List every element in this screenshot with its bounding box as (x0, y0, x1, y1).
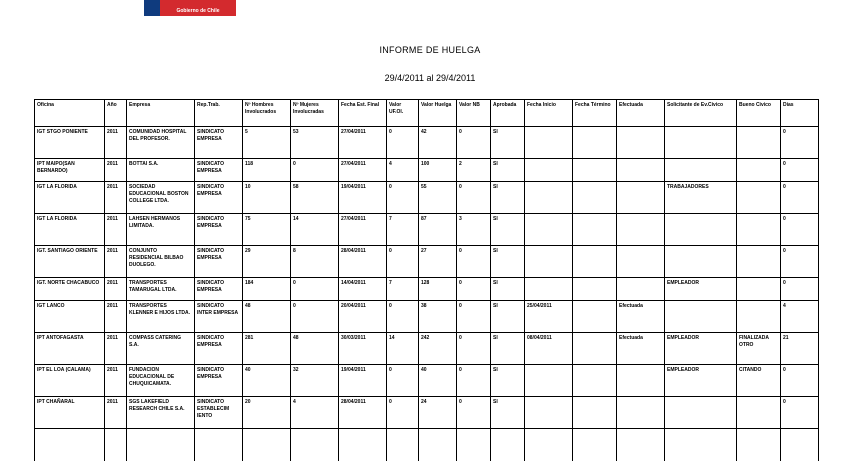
table-cell (291, 429, 339, 461)
table-cell: 4 (387, 159, 419, 182)
table-cell: 14 (387, 333, 419, 365)
table-cell: IGT. NORTE CHACABUCO (35, 278, 105, 301)
column-header: Solicitante de Ev.Civico (665, 100, 737, 127)
table-cell: 2011 (105, 246, 127, 278)
table-cell: SI (491, 159, 525, 182)
table-cell (665, 214, 737, 246)
table-cell: 0 (781, 397, 819, 429)
table-cell (737, 397, 781, 429)
table-cell (737, 278, 781, 301)
strike-report-table (34, 99, 819, 461)
column-header: Valor UF.Ol. (387, 100, 419, 127)
table-cell: CONJUNTO RESIDENCIAL BILBAO DUOLEGO. (127, 246, 195, 278)
table-row (35, 159, 819, 182)
table-cell (737, 127, 781, 159)
table-cell: 184 (243, 278, 291, 301)
column-header: Oficina (35, 100, 105, 127)
table-cell (573, 301, 617, 333)
table-cell (617, 214, 665, 246)
table-cell: 27/04/2011 (339, 159, 387, 182)
column-header: Aprobada (491, 100, 525, 127)
table-row (35, 127, 819, 159)
table-cell: COMPASS CATERING S.A. (127, 333, 195, 365)
table-cell: 0 (781, 214, 819, 246)
table-cell (491, 429, 525, 461)
table-cell: 2011 (105, 214, 127, 246)
table-cell: 281 (243, 333, 291, 365)
table-cell (665, 301, 737, 333)
logo-blue-block (144, 0, 160, 16)
table-cell: IGT LA FLORIDA (35, 214, 105, 246)
table-cell (457, 429, 491, 461)
column-header: Nº Hombres Involucrados (243, 100, 291, 127)
table-cell (525, 214, 573, 246)
table-cell: TRANSPORTES KLENNER E HIJOS LTDA. (127, 301, 195, 333)
table-cell: EMPLEADOR (665, 365, 737, 397)
table-cell: 0 (387, 397, 419, 429)
table-cell: 27 (419, 246, 457, 278)
table-cell (573, 246, 617, 278)
table-cell: 2011 (105, 127, 127, 159)
table-cell: 55 (419, 182, 457, 214)
column-header: Fecha Término (573, 100, 617, 127)
table-cell (665, 397, 737, 429)
table-cell (525, 278, 573, 301)
table-cell: SINDICATO EMPRESA (195, 365, 243, 397)
table-cell: CITANDO (737, 365, 781, 397)
table-cell: 4 (781, 301, 819, 333)
table-cell: 14/04/2011 (339, 278, 387, 301)
table-cell: 24 (419, 397, 457, 429)
table-cell: 2011 (105, 278, 127, 301)
table-cell: 0 (781, 246, 819, 278)
table-cell (573, 159, 617, 182)
table-cell: IPT ANTOFAGASTA (35, 333, 105, 365)
table-cell: 4 (291, 397, 339, 429)
table-cell: 14 (291, 214, 339, 246)
table-cell: SI (491, 214, 525, 246)
table-cell: SINDICATO EMPRESA (195, 182, 243, 214)
table-cell: BOTTAI S.A. (127, 159, 195, 182)
table-cell (419, 429, 457, 461)
table-cell (617, 397, 665, 429)
table-cell: 0 (457, 127, 491, 159)
column-header: Nº Mujeres Involucradas (291, 100, 339, 127)
table-cell: 2011 (105, 397, 127, 429)
table-cell (573, 182, 617, 214)
table-row (35, 397, 819, 429)
table-cell: 0 (387, 182, 419, 214)
column-header: Efectuada (617, 100, 665, 127)
table-cell (617, 246, 665, 278)
table-cell: 21 (781, 333, 819, 365)
table-cell: SOCIEDAD EDUCACIONAL BOSTON COLLEGE LTDA. (127, 182, 195, 214)
table-cell: IGT. SANTIAGO ORIENTE (35, 246, 105, 278)
table-cell: 7 (387, 278, 419, 301)
table-cell: TRABAJADORES (665, 182, 737, 214)
table-cell: SGS LAKEFIELD RESEARCH CHILE S.A. (127, 397, 195, 429)
table-cell: 0 (781, 182, 819, 214)
table-cell (105, 429, 127, 461)
table-cell: SINDICATO INTER EMPRESA (195, 301, 243, 333)
table-cell: 53 (291, 127, 339, 159)
table-cell: 48 (291, 333, 339, 365)
table-cell: IGT STGO PONIENTE (35, 127, 105, 159)
table-cell (573, 214, 617, 246)
table-cell: 0 (291, 301, 339, 333)
column-header: Empresa (127, 100, 195, 127)
table-cell (525, 159, 573, 182)
table-cell: 3 (457, 214, 491, 246)
table-cell: 32 (291, 365, 339, 397)
table-cell: 0 (387, 127, 419, 159)
table-cell (737, 214, 781, 246)
column-header: Valor Huelga (419, 100, 457, 127)
table-cell: 0 (781, 159, 819, 182)
table-cell: FUNDACION EDUCACIONAL DE CHUQUICAMATA. (127, 365, 195, 397)
table-cell (617, 159, 665, 182)
table-cell (525, 397, 573, 429)
table-cell (737, 246, 781, 278)
table-cell: 29 (243, 246, 291, 278)
table-row (35, 278, 819, 301)
table-row (35, 301, 819, 333)
report-title: INFORME DE HUELGA (379, 45, 481, 55)
table-cell: SINDICATO EMPRESA (195, 246, 243, 278)
table-cell (665, 429, 737, 461)
table-cell: 0 (457, 182, 491, 214)
table-cell: 2011 (105, 301, 127, 333)
table-cell (243, 429, 291, 461)
table-cell: 100 (419, 159, 457, 182)
table-cell: 20 (243, 397, 291, 429)
table-cell: 128 (419, 278, 457, 301)
table-cell: 2011 (105, 333, 127, 365)
report-date-range: 29/4/2011 al 29/4/2011 (384, 73, 476, 83)
table-cell: IPT EL LOA (CALAMA) (35, 365, 105, 397)
table-cell: TRANSPORTES TAMARUGAL LTDA. (127, 278, 195, 301)
table-cell: Efectuada (617, 333, 665, 365)
table-row (35, 214, 819, 246)
table-cell (737, 301, 781, 333)
table-cell: 10 (243, 182, 291, 214)
table-cell (781, 429, 819, 461)
table-cell: SINDICATO EMPRESA (195, 214, 243, 246)
table-row-partial (35, 429, 819, 461)
table-cell: IPT MAIPO(SAN BERNARDO) (35, 159, 105, 182)
table-row (35, 182, 819, 214)
table-cell: 87 (419, 214, 457, 246)
table-cell (665, 246, 737, 278)
table-cell: 28/04/2011 (339, 246, 387, 278)
table-cell: 2011 (105, 182, 127, 214)
table-cell: SI (491, 397, 525, 429)
table-cell: 0 (781, 365, 819, 397)
table-cell (737, 159, 781, 182)
table-cell (665, 127, 737, 159)
table-cell: SI (491, 333, 525, 365)
table-cell: 20/04/2011 (339, 301, 387, 333)
table-cell: 118 (243, 159, 291, 182)
table-cell (617, 365, 665, 397)
table-row (35, 365, 819, 397)
table-cell: 7 (387, 214, 419, 246)
table-cell: 8 (291, 246, 339, 278)
table-cell (665, 159, 737, 182)
table-row (35, 246, 819, 278)
table-cell (573, 397, 617, 429)
table-cell: 2011 (105, 365, 127, 397)
table-cell: 0 (457, 333, 491, 365)
table-cell: SINDICATO EMPRESA (195, 159, 243, 182)
table-cell: 5 (243, 127, 291, 159)
table-cell: SINDICATO EMPRESA (195, 127, 243, 159)
table-cell: 2011 (105, 159, 127, 182)
table-cell (573, 429, 617, 461)
table-cell: 27/04/2011 (339, 127, 387, 159)
table-cell (617, 127, 665, 159)
table-cell (737, 429, 781, 461)
gobierno-logo (144, 0, 236, 16)
table-cell: 75 (243, 214, 291, 246)
table-cell: 0 (457, 301, 491, 333)
table-header-row (35, 100, 819, 127)
table-cell: 0 (387, 301, 419, 333)
column-header: Bueno Civico (737, 100, 781, 127)
table-cell (525, 429, 573, 461)
table-cell (525, 246, 573, 278)
table-cell: SI (491, 301, 525, 333)
table-cell: 19/04/2011 (339, 182, 387, 214)
table-cell: LAHSEN HERMANOS LIMITADA. (127, 214, 195, 246)
table-cell: 0 (457, 278, 491, 301)
table-cell: 0 (291, 278, 339, 301)
table-cell (573, 365, 617, 397)
table-cell (573, 333, 617, 365)
table-cell (617, 182, 665, 214)
table-cell: 242 (419, 333, 457, 365)
column-header: Rep.Trab. (195, 100, 243, 127)
table-cell: 0 (457, 365, 491, 397)
table-cell: 58 (291, 182, 339, 214)
table-cell: 0 (457, 246, 491, 278)
table-cell (573, 278, 617, 301)
table-cell: 08/04/2011 (525, 333, 573, 365)
table-cell (525, 127, 573, 159)
table-cell: FINALIZADA OTRO (737, 333, 781, 365)
table-cell: 40 (243, 365, 291, 397)
table-cell (573, 127, 617, 159)
table-cell: SINDICATO EMPRESA (195, 333, 243, 365)
table-cell: SINDICATO ESTABLECIM IENTO (195, 397, 243, 429)
column-header: Días (781, 100, 819, 127)
table-cell (617, 429, 665, 461)
table-cell: SI (491, 246, 525, 278)
table-cell: IGT LA FLORIDA (35, 182, 105, 214)
table-cell: 48 (243, 301, 291, 333)
table-cell: 0 (781, 127, 819, 159)
table-cell: 40 (419, 365, 457, 397)
table-cell: SI (491, 127, 525, 159)
table-cell: COMUNIDAD HOSPITAL DEL PROFESOR. (127, 127, 195, 159)
table-cell: IPT CHAÑARAL (35, 397, 105, 429)
table-cell: 30/03/2011 (339, 333, 387, 365)
table-cell: 38 (419, 301, 457, 333)
table-cell (525, 365, 573, 397)
table-cell: IGT LANCO (35, 301, 105, 333)
table-cell: 0 (781, 278, 819, 301)
table-cell: 0 (387, 246, 419, 278)
table-cell: 25/04/2011 (525, 301, 573, 333)
column-header: Fecha Est. Final (339, 100, 387, 127)
table-cell: SI (491, 365, 525, 397)
logo-text: Gobierno de Chile (160, 0, 236, 16)
column-header: Año (105, 100, 127, 127)
table-cell (737, 182, 781, 214)
table-cell: 27/04/2011 (339, 214, 387, 246)
table-row (35, 333, 819, 365)
column-header: Fecha Inicio (525, 100, 573, 127)
table-cell: 0 (291, 159, 339, 182)
table-cell: 0 (457, 397, 491, 429)
table-cell (127, 429, 195, 461)
table-cell (35, 429, 105, 461)
table-cell: 0 (387, 365, 419, 397)
table-cell: 28/04/2011 (339, 397, 387, 429)
table-cell: 2 (457, 159, 491, 182)
table-cell (525, 182, 573, 214)
column-header: Valor NB (457, 100, 491, 127)
table-cell: EMPLEADOR (665, 333, 737, 365)
table-cell: SI (491, 182, 525, 214)
table-cell (387, 429, 419, 461)
table-cell (617, 278, 665, 301)
table-cell: 19/04/2011 (339, 365, 387, 397)
table-cell: Efectuada (617, 301, 665, 333)
table-cell (195, 429, 243, 461)
table-cell: 42 (419, 127, 457, 159)
table-cell: SINDICATO EMPRESA (195, 278, 243, 301)
table-cell: EMPLEADOR (665, 278, 737, 301)
table-cell (339, 429, 387, 461)
table-cell: SI (491, 278, 525, 301)
